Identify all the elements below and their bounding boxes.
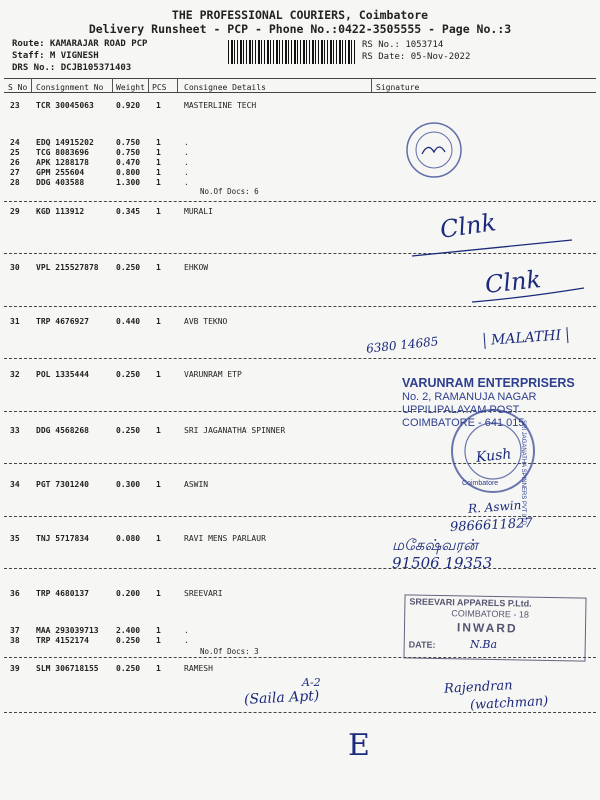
row-weight: 0.750 — [116, 138, 141, 147]
row-pcs: 1 — [156, 101, 161, 110]
row-consignee: EHKOW — [184, 263, 209, 272]
row-pcs: 1 — [156, 158, 161, 167]
round-stamp — [404, 120, 464, 180]
col-sno: S No — [8, 83, 28, 92]
rs-date: RS Date: 05-Nov-2022 — [362, 52, 471, 62]
header-rule-bottom — [4, 92, 596, 93]
row-weight: 0.800 — [116, 168, 141, 177]
row-weight: 0.345 — [116, 207, 141, 216]
row-weight: 1.300 — [116, 178, 141, 187]
row-sno: 28 — [10, 178, 20, 187]
receiver-name: மகேஷ்வரன் — [392, 536, 478, 554]
address-note: A-2 — [302, 676, 321, 689]
stamp-line: INWARD — [456, 620, 518, 636]
docs-count: No.Of Docs: 6 — [200, 187, 259, 196]
company-title: THE PROFESSIONAL COURIERS, Coimbatore — [171, 8, 429, 22]
row-consignment: TRP 4152174 — [36, 636, 89, 645]
row-pcs: 1 — [156, 168, 161, 177]
signature-stroke — [470, 284, 590, 306]
col-divider — [371, 78, 372, 92]
row-consignment: GPM 255604 — [36, 168, 85, 177]
row-pcs: 1 — [156, 138, 161, 147]
phone-note: 6380 14685 — [365, 334, 440, 356]
stamp-ring-text: SRI JAGANATHA SPINNERS PVT LTD — [520, 420, 526, 526]
row-consignee: . — [184, 138, 189, 147]
row-consignment: KGD 113912 — [36, 207, 85, 216]
row-pcs: 1 — [156, 263, 161, 272]
row-consignee: MASTERLINE TECH — [184, 101, 257, 110]
row-weight: 0.470 — [116, 158, 141, 167]
inward-stamp — [403, 594, 586, 661]
row-weight: 2.400 — [116, 626, 141, 635]
row-pcs: 1 — [156, 480, 161, 489]
col-divider — [177, 78, 178, 92]
row-consignee: SREEVARI — [184, 589, 223, 598]
rs-number: RS No.: 1053714 — [362, 40, 444, 50]
signature-stroke — [410, 238, 580, 262]
row-pcs: 1 — [156, 534, 161, 543]
row-weight: 0.250 — [116, 636, 141, 645]
row-consignment: TNJ 5717834 — [36, 534, 89, 543]
row-sno: 23 — [10, 101, 20, 110]
docs-count: No.Of Docs: 3 — [200, 647, 259, 656]
row-consignee: . — [184, 178, 189, 187]
row-pcs: 1 — [156, 426, 161, 435]
col-consignment: Consignment No — [36, 83, 104, 92]
row-consignee: SRI JAGANATHA SPINNER — [184, 426, 286, 435]
row-consignment: TRP 4680137 — [36, 589, 89, 598]
row-sno: 25 — [10, 148, 20, 157]
address-note: (Saila Apt) — [243, 688, 320, 708]
row-weight: 0.080 — [116, 534, 141, 543]
row-separator — [4, 712, 596, 713]
row-sno: 33 — [10, 426, 20, 435]
row-weight: 0.250 — [116, 426, 141, 435]
row-sno: 31 — [10, 317, 20, 326]
phone-note: 91506 19353 — [392, 554, 493, 572]
row-pcs: 1 — [156, 317, 161, 326]
row-consignee: . — [184, 148, 189, 157]
col-divider — [148, 78, 149, 92]
row-consignment: DDG 403588 — [36, 178, 85, 187]
row-pcs: 1 — [156, 626, 161, 635]
row-sno: 30 — [10, 263, 20, 272]
row-separator — [4, 568, 596, 569]
row-weight: 0.440 — [116, 317, 141, 326]
row-weight: 0.250 — [116, 263, 141, 272]
col-pcs: PCS — [152, 83, 167, 92]
row-consignee: AVB TEKNO — [184, 317, 228, 326]
row-separator — [4, 358, 596, 359]
row-sno: 35 — [10, 534, 20, 543]
row-weight: 0.750 — [116, 148, 141, 157]
row-separator — [4, 306, 596, 307]
row-weight: 0.250 — [116, 370, 141, 379]
row-consignee: . — [184, 626, 189, 635]
row-consignment: TCR 30045063 — [36, 101, 94, 110]
row-sno: 26 — [10, 158, 20, 167]
row-weight: 0.920 — [116, 101, 141, 110]
row-weight: 0.250 — [116, 664, 141, 673]
phone-note: 9866611827 — [449, 515, 534, 536]
row-sno: 39 — [10, 664, 20, 673]
stamp-line: No. 2, RAMANUJA NAGAR — [402, 391, 537, 403]
signature: N.Ba — [470, 638, 498, 651]
col-divider — [112, 78, 113, 92]
row-pcs: 1 — [156, 148, 161, 157]
runsheet-title: Delivery Runsheet - PCP - Phone No.:0422-3505555 - Page No.:3 — [88, 22, 512, 36]
stamp-line: UPPILIPALAYAM POST — [402, 404, 520, 416]
col-weight: Weight — [116, 83, 145, 92]
row-consignment: APK 1288178 — [36, 158, 89, 167]
row-consignee: . — [184, 168, 189, 177]
signature: Clnk — [438, 208, 498, 244]
receiver-name: R. Aswin — [467, 498, 522, 516]
signature: Clnk — [483, 265, 543, 299]
row-sno: 29 — [10, 207, 20, 216]
row-pcs: 1 — [156, 664, 161, 673]
row-consignment: MAA 293039713 — [36, 626, 99, 635]
row-consignment: DDG 4568268 — [36, 426, 89, 435]
row-sno: 38 — [10, 636, 20, 645]
row-pcs: 1 — [156, 589, 161, 598]
row-consignee: ASWIN — [184, 480, 209, 489]
row-separator — [4, 201, 596, 202]
row-weight: 0.200 — [116, 589, 141, 598]
drs-number: DRS No.: DCJB105371403 — [12, 63, 132, 73]
receiver-name: MALATHI — [484, 327, 569, 349]
staff-label: Staff: M VIGNESH — [12, 51, 99, 61]
row-sno: 32 — [10, 370, 20, 379]
stamp-line: COIMBATORE - 18 — [451, 608, 530, 620]
row-consignee: RAMESH — [184, 664, 213, 673]
header-rule-top — [4, 78, 596, 79]
row-consignment: TCG 8083696 — [36, 148, 89, 157]
row-sno: 36 — [10, 589, 20, 598]
stamp-city: Coimbatore — [462, 480, 499, 487]
row-consignment: POL 1335444 — [36, 370, 89, 379]
receiver-name: Rajendran — [443, 678, 513, 697]
row-sno: 27 — [10, 168, 20, 177]
stamp-date-label: DATE: — [408, 639, 436, 650]
col-consignee: Consignee Details — [184, 83, 266, 92]
row-sno: 34 — [10, 480, 20, 489]
row-pcs: 1 — [156, 207, 161, 216]
row-consignee: . — [184, 636, 189, 645]
row-consignment: TRP 4676927 — [36, 317, 89, 326]
stamp-line: SREEVARI APPARELS P.Ltd. — [409, 596, 532, 609]
stamp-line: COIMBATORE - 641 015 — [402, 417, 525, 429]
route-label: Route: KAMARAJAR ROAD PCP — [12, 39, 148, 49]
col-divider — [31, 78, 32, 92]
row-pcs: 1 — [156, 636, 161, 645]
row-consignee: VARUNRAM ETP — [184, 370, 242, 379]
row-consignee: . — [184, 158, 189, 167]
barcode — [228, 40, 356, 64]
row-consignment: PGT 7301240 — [36, 480, 89, 489]
signature: Kush — [475, 446, 513, 466]
row-weight: 0.300 — [116, 480, 141, 489]
row-consignment: SLM 306718155 — [36, 664, 99, 673]
row-pcs: 1 — [156, 178, 161, 187]
row-consignee: RAVI MENS PARLAUR — [184, 534, 266, 543]
col-signature: Signature — [376, 83, 420, 92]
row-consignment: VPL 215527878 — [36, 263, 99, 272]
footer-initial: E — [348, 728, 370, 763]
row-consignment: EDQ 14915202 — [36, 138, 94, 147]
row-sno: 37 — [10, 626, 20, 635]
receiver-role: (watchman) — [469, 693, 549, 714]
row-pcs: 1 — [156, 370, 161, 379]
row-sno: 24 — [10, 138, 20, 147]
company-stamp: VARUNRAM ENTERPRISERS — [402, 376, 575, 390]
row-consignee: MURALI — [184, 207, 213, 216]
